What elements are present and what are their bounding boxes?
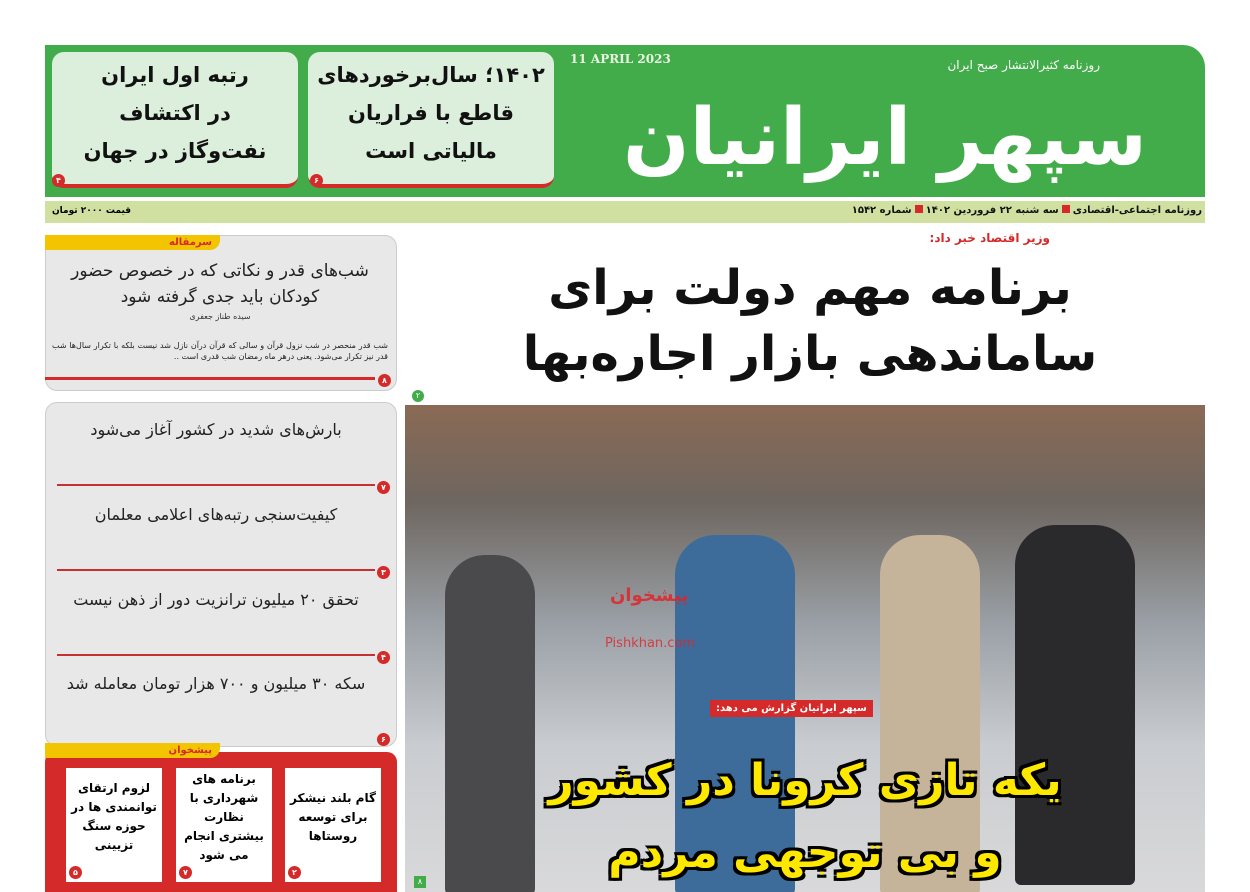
dateline-type: روزنامه اجتماعی-اقتصادی: [1072, 205, 1202, 216]
main-headline[interactable]: [420, 255, 1200, 387]
page-number: ۳: [377, 566, 390, 579]
date-en: 11 APRIL 2023: [570, 52, 671, 66]
news-item[interactable]: بارش‌های شدید در کشور آغاز می‌شود: [57, 412, 375, 486]
headline-line: و بی توجهی مردم: [608, 827, 1002, 878]
pishkhan-card[interactable]: [285, 768, 381, 882]
dateline: [852, 205, 1202, 216]
line: قاطع با فراریان: [348, 101, 514, 125]
page-number: ۶: [310, 174, 323, 187]
news-item[interactable]: کیفیت‌سنجی رتبه‌های اعلامی معلمان: [57, 497, 375, 571]
line: نفت‌وگاز در جهان: [83, 139, 267, 163]
page-number: ۲: [412, 390, 424, 402]
headline-line: یکه تازی کرونا در کشور: [548, 755, 1062, 806]
headline-line: ساماندهی بازار اجاره‌بها: [522, 326, 1098, 382]
card-title: گام بلند نیشکر برای توسعه روستاها: [290, 790, 376, 843]
page-number: ۵: [69, 866, 82, 879]
page-number: ۲: [288, 866, 301, 879]
photo-headline[interactable]: [420, 745, 1190, 889]
headline-line: برنامه مهم دولت برای: [548, 260, 1072, 316]
dateline-date: سه شنبه ۲۲ فروردین ۱۴۰۲: [925, 205, 1059, 216]
top-story-oil[interactable]: [52, 52, 298, 188]
news-item[interactable]: تحقق ۲۰ میلیون ترانزیت دور از ذهن نیست: [57, 582, 375, 656]
editorial-tab: سرمقاله: [45, 235, 220, 250]
tagline: روزنامه کثیرالانتشار صبح ایران: [947, 58, 1100, 72]
page-number: ۴: [52, 174, 65, 187]
page-number: ۸: [414, 876, 426, 888]
line: در اکتشاف: [119, 101, 231, 125]
top-story-tax[interactable]: [308, 52, 554, 188]
divider: [45, 377, 375, 380]
page-number: ۷: [179, 866, 192, 879]
pishkhan-card[interactable]: [176, 768, 272, 882]
page-number: ۷: [377, 481, 390, 494]
line: ۱۴۰۲؛ سال‌برخوردهای: [317, 63, 545, 87]
photo-label: سپهر ایرانیان گزارش می دهد:: [710, 700, 873, 717]
newspaper-logo: سپهر ایرانیان: [623, 93, 1147, 183]
editorial-author: سیده طناز جعفری: [189, 312, 251, 321]
news-item[interactable]: سکه ۳۰ میلیون و ۷۰۰ هزار تومان معامله شد: [66, 674, 366, 693]
editorial-title: شب‌های قدر و نکاتی که در خصوص حضور کودکان باید جدی گرفته شود: [71, 261, 369, 307]
main-kicker: وزیر اقتصاد خبر داد:: [929, 231, 1050, 245]
line: مالیاتی است: [365, 139, 497, 163]
page-number: ۸: [378, 374, 391, 387]
pishkhan-card[interactable]: [66, 768, 162, 882]
editorial-body: شب قدر منحصر در شب نزول قرآن و سالی که قرآن درآن نازل شد نیست بلکه با تکرار سال‌ها شب قدر نیز تکرار می‌شود. یعنی درهر ماه رمضان شب قدری است ..: [52, 341, 388, 361]
page-number: ۶: [377, 733, 390, 746]
card-title: برنامه های شهرداری با نظارت بیشتری انجام می شود: [184, 771, 264, 862]
watermark: پیشخوان: [610, 585, 689, 606]
line: رتبه اول ایران: [101, 63, 249, 87]
pishkhan-tab: پیشخوان: [45, 743, 220, 758]
card-title: لزوم ارتقای توانمندی ها در حوزه سنگ تزیینی: [71, 781, 157, 852]
watermark-url: Pishkhan.com: [605, 636, 696, 651]
dateline-issue: شماره ۱۵۴۲: [851, 205, 912, 216]
price: قیمت ۲۰۰۰ تومان: [52, 206, 132, 216]
page-number: ۴: [377, 651, 390, 664]
